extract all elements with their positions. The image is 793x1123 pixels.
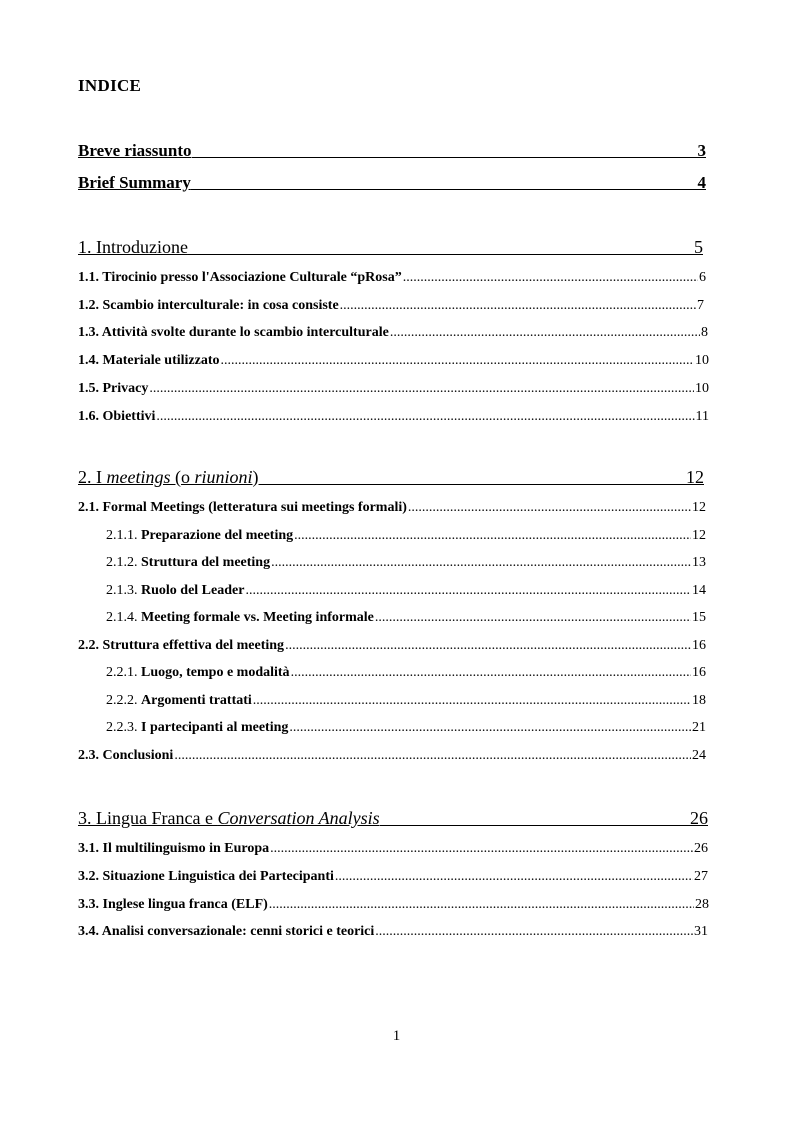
toc-entry-page: 12: [692, 528, 706, 543]
toc-entry-2-1-4[interactable]: [106, 610, 706, 626]
toc-entry-2-1-1[interactable]: [106, 528, 706, 544]
toc-entry-page: 6: [699, 270, 706, 285]
toc-entry-1-2[interactable]: [78, 298, 704, 314]
dot-leader: [291, 665, 691, 681]
toc-entry-label: 3.3. Inglese lingua franca (ELF): [78, 897, 268, 912]
toc-entry-label: 3.2. Situazione Linguistica dei Partecipanti: [78, 869, 334, 884]
dot-leader: [408, 500, 691, 516]
dot-leader: [390, 325, 700, 341]
toc-entry-3-1[interactable]: [78, 841, 708, 857]
underline-fill: [188, 254, 694, 255]
toc-entry-page: 3: [697, 141, 706, 160]
dot-leader: [269, 897, 694, 913]
toc-entry-label: 2. I meetings (o riunioni): [78, 467, 259, 487]
toc-entry-page: 10: [695, 381, 709, 396]
toc-entry-page: 16: [692, 665, 706, 680]
toc-entry-page: 18: [692, 693, 706, 708]
dot-leader: [285, 638, 691, 654]
toc-entry-page: 11: [695, 409, 709, 424]
toc-entry-page: 21: [692, 720, 706, 735]
toc-entry-label: 1.6. Obiettivi: [78, 409, 156, 424]
dot-leader: [271, 555, 691, 571]
underline-fill: [380, 825, 690, 826]
toc-entry-label: 2.2.2. Argomenti trattati: [106, 693, 252, 708]
dot-leader: [289, 720, 691, 736]
toc-entry-label: 2.2.1. Luogo, tempo e modalità: [106, 665, 290, 680]
toc-entry-3-2[interactable]: [78, 869, 708, 885]
dot-leader: [340, 298, 696, 314]
toc-entry-2-1[interactable]: [78, 500, 706, 516]
toc-entry-page: 14: [692, 583, 706, 598]
toc-entry-label: 2.2. Struttura effettiva del meeting: [78, 638, 285, 653]
toc-entry-breve-riassunto[interactable]: [78, 141, 706, 161]
toc-entry-page: 31: [694, 924, 708, 939]
toc-entry-meetings[interactable]: [78, 467, 704, 488]
toc-entry-3-4[interactable]: [78, 924, 708, 940]
toc-entry-3-3[interactable]: [78, 897, 709, 913]
toc-entry-label: 2.2.3. I partecipanti al meeting: [106, 720, 289, 735]
toc-entry-label: 2.1.4. Meeting formale vs. Meeting informale: [106, 610, 374, 625]
toc-entry-label: 1.1. Tirocinio presso l'Associazione Culturale “pRosa”: [78, 270, 402, 285]
toc-entry-1-6[interactable]: [78, 409, 709, 425]
toc-entry-page: 10: [695, 353, 709, 368]
toc-entry-page: 27: [694, 869, 708, 884]
index-heading: INDICE: [78, 76, 142, 95]
toc-entry-label: 1.2. Scambio interculturale: in cosa consiste: [78, 298, 339, 313]
toc-entry-label: Breve riassunto: [78, 141, 192, 160]
toc-entry-label: 2.1.1. Preparazione del meeting: [106, 528, 294, 543]
toc-entry-page: 15: [692, 610, 706, 625]
toc-entry-label: Brief Summary: [78, 173, 191, 192]
toc-entry-label: 1. Introduzione: [78, 237, 188, 257]
toc-entry-page: 12: [692, 500, 706, 515]
dot-leader: [294, 528, 691, 544]
toc-entry-label: 1.3. Attività svolte durante lo scambio interculturale: [78, 325, 389, 340]
toc-entry-label: 2.1. Formal Meetings (letteratura sui meetings formali): [78, 500, 407, 515]
toc-entry-page: 13: [692, 555, 706, 570]
toc-entry-introduzione[interactable]: [78, 237, 703, 258]
toc-entry-2-2[interactable]: [78, 638, 706, 654]
dot-leader: [174, 748, 691, 764]
toc-entry-label: 2.1.2. Struttura del meeting: [106, 555, 271, 570]
toc-entry-2-3[interactable]: [78, 748, 706, 764]
dot-leader: [403, 270, 698, 286]
toc-entry-2-1-3[interactable]: [106, 583, 706, 599]
underline-fill: [259, 484, 687, 485]
toc-entry-page: 28: [695, 897, 709, 912]
toc-entry-label: 1.4. Materiale utilizzato: [78, 353, 220, 368]
toc-entry-2-1-2[interactable]: [106, 555, 706, 571]
dot-leader: [270, 841, 693, 857]
dot-leader: [149, 381, 694, 397]
dot-leader: [375, 924, 693, 940]
toc-entry-page: 5: [694, 237, 703, 257]
dot-leader: [156, 409, 694, 425]
toc-entry-1-3[interactable]: [78, 325, 708, 341]
dot-leader: [245, 583, 691, 599]
toc-entry-2-2-3[interactable]: [106, 720, 706, 736]
toc-entry-label: 3.4. Analisi conversazionale: cenni storici e teorici: [78, 924, 375, 939]
toc-entry-1-4[interactable]: [78, 353, 709, 369]
toc-entry-page: 12: [686, 467, 704, 487]
toc-entry-page: 24: [692, 748, 706, 763]
page-number: 1: [392, 1028, 401, 1044]
toc-entry-label: 3.1. Il multilinguismo in Europa: [78, 841, 270, 856]
dot-leader: [221, 353, 694, 369]
toc-entry-2-2-1[interactable]: [106, 665, 706, 681]
toc-entry-label: 2.1.3. Ruolo del Leader: [106, 583, 245, 598]
toc-entry-1-5[interactable]: [78, 381, 709, 397]
dot-leader: [253, 693, 691, 709]
underline-fill: [191, 189, 698, 190]
toc-entry-page: 7: [697, 298, 704, 313]
underline-fill: [192, 157, 698, 158]
toc-entry-label: 3. Lingua Franca e Conversation Analysis: [78, 808, 380, 828]
toc-entry-lingua-franca[interactable]: [78, 808, 708, 829]
toc-entry-2-2-2[interactable]: [106, 693, 706, 709]
toc-entry-page: 4: [697, 173, 706, 192]
toc-entry-page: 16: [692, 638, 706, 653]
toc-entry-label: 1.5. Privacy: [78, 381, 149, 396]
toc-entry-1-1[interactable]: [78, 270, 706, 286]
toc-entry-page: 26: [690, 808, 708, 828]
toc-entry-brief-summary[interactable]: [78, 173, 706, 193]
toc-entry-page: 8: [701, 325, 708, 340]
toc-entry-label: 2.3. Conclusioni: [78, 748, 174, 763]
dot-leader: [375, 610, 691, 626]
dot-leader: [335, 869, 693, 885]
toc-entry-page: 26: [694, 841, 708, 856]
